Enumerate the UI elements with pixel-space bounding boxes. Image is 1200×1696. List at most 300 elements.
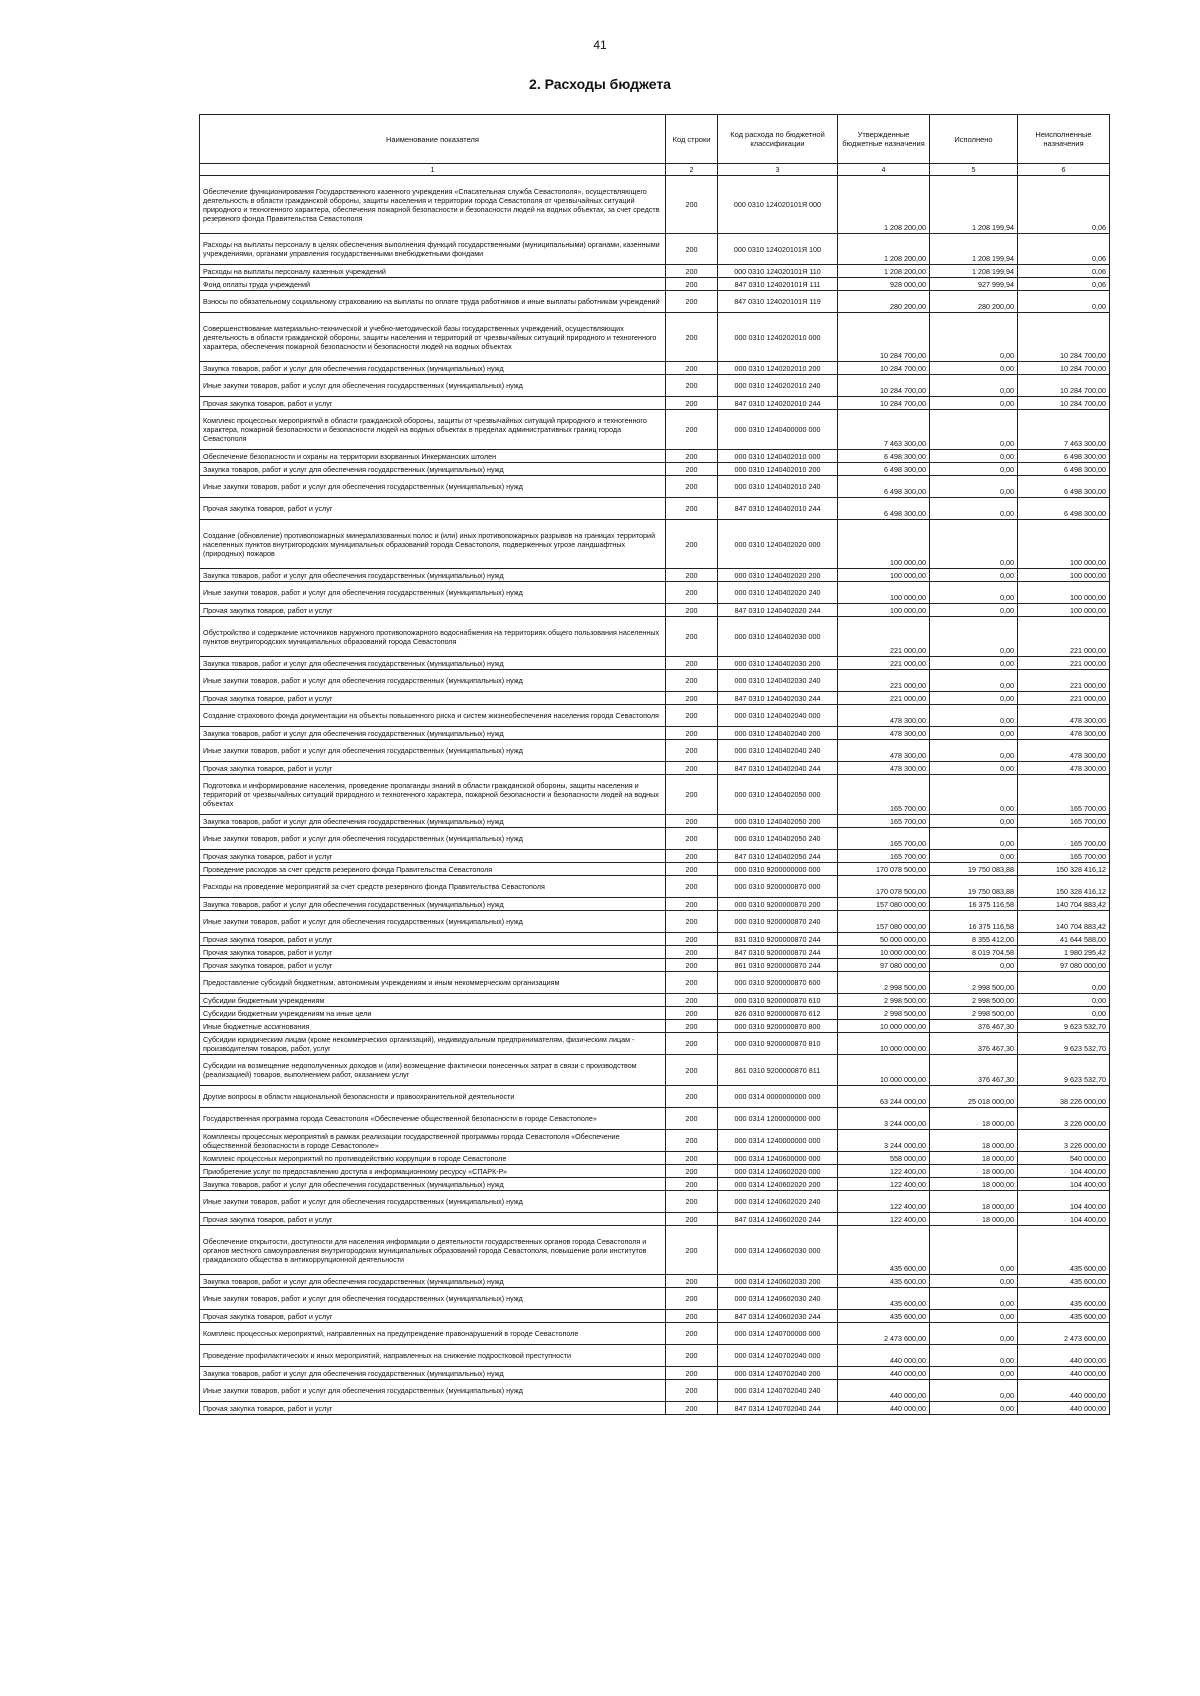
table-row <box>200 828 1110 850</box>
table-row <box>200 1345 1110 1367</box>
row-executed: 0,00 <box>930 604 1018 617</box>
row-unexecuted: 435 600,00 <box>1018 1275 1110 1288</box>
row-classification-code: 847 0310 1240402050 244 <box>718 850 838 863</box>
row-executed: 16 375 116,58 <box>930 898 1018 911</box>
row-unexecuted: 435 600,00 <box>1018 1226 1110 1275</box>
row-name: Субсидии юридическим лицам (кроме некоммерческих организаций), индивидуальным предпринимателям, физическим лицам - производителям товаров, работ, услуг <box>200 1033 666 1055</box>
row-unexecuted: 0,00 <box>1018 994 1110 1007</box>
row-classification-code: 000 0314 1240602030 240 <box>718 1288 838 1310</box>
row-approved: 3 244 000,00 <box>838 1108 930 1130</box>
row-approved: 6 498 300,00 <box>838 450 930 463</box>
row-executed: 376 467,30 <box>930 1020 1018 1033</box>
row-classification-code: 000 0310 1240202010 200 <box>718 362 838 375</box>
row-unexecuted: 540 000,00 <box>1018 1152 1110 1165</box>
row-executed: 0,00 <box>930 1380 1018 1402</box>
table-row <box>200 946 1110 959</box>
row-name: Иные закупки товаров, работ и услуг для обеспечения государственных (муниципальных) нужд <box>200 670 666 692</box>
row-approved: 97 080 000,00 <box>838 959 930 972</box>
row-line-code: 200 <box>666 291 718 313</box>
row-line-code: 200 <box>666 1033 718 1055</box>
row-classification-code: 000 0310 1240402020 000 <box>718 520 838 569</box>
row-classification-code: 847 0310 1240202010 244 <box>718 397 838 410</box>
row-name: Прочая закупка товаров, работ и услуг <box>200 692 666 705</box>
row-line-code: 200 <box>666 775 718 815</box>
row-line-code: 200 <box>666 375 718 397</box>
row-approved: 6 498 300,00 <box>838 476 930 498</box>
row-approved: 122 400,00 <box>838 1165 930 1178</box>
row-classification-code: 000 0310 1240402030 000 <box>718 617 838 657</box>
row-name: Иные закупки товаров, работ и услуг для обеспечения государственных (муниципальных) нужд <box>200 911 666 933</box>
row-name: Иные закупки товаров, работ и услуг для обеспечения государственных (муниципальных) нужд <box>200 1191 666 1213</box>
row-classification-code: 000 0314 1240602020 000 <box>718 1165 838 1178</box>
row-name: Прочая закупка товаров, работ и услуг <box>200 933 666 946</box>
table-row <box>200 397 1110 410</box>
row-executed: 2 998 500,00 <box>930 972 1018 994</box>
row-line-code: 200 <box>666 476 718 498</box>
row-unexecuted: 100 000,00 <box>1018 582 1110 604</box>
table-row <box>200 1288 1110 1310</box>
column-number-row <box>200 164 1110 176</box>
row-unexecuted: 440 000,00 <box>1018 1380 1110 1402</box>
table-row <box>200 1402 1110 1415</box>
row-approved: 100 000,00 <box>838 520 930 569</box>
row-name: Закупка товаров, работ и услуг для обеспечения государственных (муниципальных) нужд <box>200 463 666 476</box>
table-row <box>200 1323 1110 1345</box>
row-name: Расходы на проведение мероприятий за счет средств резервного фонда Правительства Севастополя <box>200 876 666 898</box>
row-classification-code: 000 0314 1240702040 000 <box>718 1345 838 1367</box>
row-unexecuted: 435 600,00 <box>1018 1310 1110 1323</box>
row-unexecuted: 221 000,00 <box>1018 692 1110 705</box>
row-executed: 0,00 <box>930 1310 1018 1323</box>
table-row <box>200 604 1110 617</box>
row-name: Комплекс процессных мероприятий по противодействию коррупции в городе Севастополе <box>200 1152 666 1165</box>
row-classification-code: 000 0310 9200000870 200 <box>718 898 838 911</box>
row-approved: 478 300,00 <box>838 705 930 727</box>
row-executed: 0,00 <box>930 362 1018 375</box>
row-executed: 1 208 199,94 <box>930 176 1018 234</box>
row-executed: 0,00 <box>930 692 1018 705</box>
row-classification-code: 000 0314 1240602020 240 <box>718 1191 838 1213</box>
row-unexecuted: 100 000,00 <box>1018 604 1110 617</box>
table-row <box>200 1191 1110 1213</box>
row-executed: 0,00 <box>930 397 1018 410</box>
table-row <box>200 850 1110 863</box>
row-approved: 478 300,00 <box>838 762 930 775</box>
row-classification-code: 000 0310 1240402040 240 <box>718 740 838 762</box>
table-row <box>200 1020 1110 1033</box>
table-row <box>200 1380 1110 1402</box>
row-unexecuted: 6 498 300,00 <box>1018 450 1110 463</box>
row-name: Закупка товаров, работ и услуг для обеспечения государственных (муниципальных) нужд <box>200 1275 666 1288</box>
row-classification-code: 000 0310 1240402030 200 <box>718 657 838 670</box>
row-name: Прочая закупка товаров, работ и услуг <box>200 397 666 410</box>
row-executed: 0,00 <box>930 582 1018 604</box>
row-line-code: 200 <box>666 946 718 959</box>
table-row <box>200 1165 1110 1178</box>
table-row <box>200 911 1110 933</box>
header-unexecuted: Неисполненные назначения <box>1018 115 1110 164</box>
header-classification-code: Код расхода по бюджетной классификации <box>718 115 838 164</box>
row-classification-code: 847 0310 124020101Я 119 <box>718 291 838 313</box>
row-executed: 0,00 <box>930 375 1018 397</box>
row-approved: 478 300,00 <box>838 727 930 740</box>
row-line-code: 200 <box>666 1086 718 1108</box>
row-unexecuted: 165 700,00 <box>1018 775 1110 815</box>
row-classification-code: 000 0310 1240202010 000 <box>718 313 838 362</box>
row-executed: 0,00 <box>930 727 1018 740</box>
row-line-code: 200 <box>666 1345 718 1367</box>
row-classification-code: 000 0310 9200000000 000 <box>718 863 838 876</box>
row-classification-code: 847 0310 1240402010 244 <box>718 498 838 520</box>
row-name: Закупка товаров, работ и услуг для обеспечения государственных (муниципальных) нужд <box>200 815 666 828</box>
row-classification-code: 861 0310 9200000870 811 <box>718 1055 838 1086</box>
row-executed: 0,00 <box>930 410 1018 450</box>
row-approved: 165 700,00 <box>838 828 930 850</box>
row-line-code: 200 <box>666 582 718 604</box>
row-approved: 100 000,00 <box>838 604 930 617</box>
row-executed: 0,00 <box>930 850 1018 863</box>
table-row <box>200 234 1110 265</box>
row-approved: 435 600,00 <box>838 1288 930 1310</box>
row-executed: 0,00 <box>930 520 1018 569</box>
row-name: Предоставление субсидий бюджетным, автономным учреждениям и иным некоммерческим организациям <box>200 972 666 994</box>
table-row <box>200 582 1110 604</box>
table-header-row <box>200 115 1110 164</box>
row-executed: 0,00 <box>930 1275 1018 1288</box>
row-unexecuted: 100 000,00 <box>1018 520 1110 569</box>
table-row <box>200 727 1110 740</box>
row-line-code: 200 <box>666 463 718 476</box>
row-name: Закупка товаров, работ и услуг для обеспечения государственных (муниципальных) нужд <box>200 898 666 911</box>
row-classification-code: 000 0310 1240202010 240 <box>718 375 838 397</box>
row-approved: 10 284 700,00 <box>838 313 930 362</box>
table-row <box>200 410 1110 450</box>
row-approved: 165 700,00 <box>838 775 930 815</box>
table-row <box>200 1178 1110 1191</box>
row-executed: 0,00 <box>930 463 1018 476</box>
row-unexecuted: 140 704 883,42 <box>1018 911 1110 933</box>
row-line-code: 200 <box>666 727 718 740</box>
table-row <box>200 375 1110 397</box>
row-approved: 63 244 000,00 <box>838 1086 930 1108</box>
row-unexecuted: 150 328 416,12 <box>1018 876 1110 898</box>
table-row <box>200 1086 1110 1108</box>
table-row <box>200 876 1110 898</box>
header-line-code: Код строки <box>666 115 718 164</box>
table-row <box>200 291 1110 313</box>
row-line-code: 200 <box>666 278 718 291</box>
row-name: Прочая закупка товаров, работ и услуг <box>200 498 666 520</box>
column-number: 6 <box>1018 164 1110 176</box>
row-classification-code: 826 0310 9200000870 612 <box>718 1007 838 1020</box>
row-executed: 18 000,00 <box>930 1108 1018 1130</box>
row-executed: 0,00 <box>930 657 1018 670</box>
row-classification-code: 000 0310 1240402010 000 <box>718 450 838 463</box>
table-row <box>200 933 1110 946</box>
row-line-code: 200 <box>666 1007 718 1020</box>
row-name: Закупка товаров, работ и услуг для обеспечения государственных (муниципальных) нужд <box>200 727 666 740</box>
row-name: Фонд оплаты труда учреждений <box>200 278 666 291</box>
row-classification-code: 000 0314 1240600000 000 <box>718 1152 838 1165</box>
row-approved: 558 000,00 <box>838 1152 930 1165</box>
row-approved: 440 000,00 <box>838 1345 930 1367</box>
row-classification-code: 000 0310 1240400000 000 <box>718 410 838 450</box>
row-unexecuted: 478 300,00 <box>1018 762 1110 775</box>
row-classification-code: 000 0314 1240702040 240 <box>718 1380 838 1402</box>
row-line-code: 200 <box>666 1130 718 1152</box>
row-line-code: 200 <box>666 1380 718 1402</box>
row-name: Закупка товаров, работ и услуг для обеспечения государственных (муниципальных) нужд <box>200 1178 666 1191</box>
row-classification-code: 000 0310 124020101Я 110 <box>718 265 838 278</box>
row-approved: 10 000 000,00 <box>838 1033 930 1055</box>
row-approved: 165 700,00 <box>838 850 930 863</box>
row-unexecuted: 0,06 <box>1018 234 1110 265</box>
row-classification-code: 000 0314 1240602020 200 <box>718 1178 838 1191</box>
row-name: Иные бюджетные ассигнования <box>200 1020 666 1033</box>
header-approved: Утвержденные бюджетные назначения <box>838 115 930 164</box>
row-executed: 0,00 <box>930 828 1018 850</box>
row-classification-code: 000 0314 1240602030 200 <box>718 1275 838 1288</box>
row-line-code: 200 <box>666 863 718 876</box>
table-row <box>200 1055 1110 1086</box>
row-classification-code: 000 0310 1240402050 000 <box>718 775 838 815</box>
row-unexecuted: 9 623 532,70 <box>1018 1020 1110 1033</box>
row-executed: 0,00 <box>930 1367 1018 1380</box>
row-classification-code: 847 0310 1240402040 244 <box>718 762 838 775</box>
row-line-code: 200 <box>666 520 718 569</box>
row-classification-code: 000 0310 9200000870 600 <box>718 972 838 994</box>
row-name: Комплекс процессных мероприятий в области гражданской обороны, защиты от чрезвычайных ситуаций природного и техногенного характера, пожарной безопасности и безопасности людей на водных объектах в пределах административных границ города Севастополя <box>200 410 666 450</box>
row-line-code: 200 <box>666 898 718 911</box>
row-classification-code: 000 0314 1240702040 200 <box>718 1367 838 1380</box>
row-line-code: 200 <box>666 972 718 994</box>
row-line-code: 200 <box>666 1323 718 1345</box>
row-classification-code: 000 0310 1240402030 240 <box>718 670 838 692</box>
table-row <box>200 463 1110 476</box>
row-name: Закупка товаров, работ и услуг для обеспечения государственных (муниципальных) нужд <box>200 1367 666 1380</box>
table-row <box>200 775 1110 815</box>
row-line-code: 200 <box>666 933 718 946</box>
row-approved: 157 080 000,00 <box>838 898 930 911</box>
row-name: Прочая закупка товаров, работ и услуг <box>200 946 666 959</box>
table-row <box>200 1033 1110 1055</box>
table-row <box>200 863 1110 876</box>
row-name: Комплексы процессных мероприятий в рамках реализации государственной программы города Севастополя «Обеспечение общественной безопасности в городе Севастополе» <box>200 1130 666 1152</box>
row-unexecuted: 0,00 <box>1018 972 1110 994</box>
row-classification-code: 847 0310 1240402020 244 <box>718 604 838 617</box>
row-executed: 0,00 <box>930 775 1018 815</box>
table-row <box>200 1007 1110 1020</box>
row-line-code: 200 <box>666 410 718 450</box>
row-line-code: 200 <box>666 1178 718 1191</box>
row-approved: 1 208 200,00 <box>838 176 930 234</box>
header-indicator-name: Наименование показателя <box>200 115 666 164</box>
row-executed: 0,00 <box>930 740 1018 762</box>
row-approved: 170 078 500,00 <box>838 863 930 876</box>
table-row <box>200 1226 1110 1275</box>
row-executed: 0,00 <box>930 450 1018 463</box>
row-executed: 8 355 412,00 <box>930 933 1018 946</box>
row-approved: 1 208 200,00 <box>838 265 930 278</box>
table-body <box>200 176 1110 1415</box>
row-executed: 0,00 <box>930 815 1018 828</box>
row-classification-code: 000 0310 1240402020 200 <box>718 569 838 582</box>
row-name: Прочая закупка товаров, работ и услуг <box>200 762 666 775</box>
row-approved: 221 000,00 <box>838 670 930 692</box>
row-unexecuted: 10 284 700,00 <box>1018 362 1110 375</box>
row-approved: 170 078 500,00 <box>838 876 930 898</box>
row-name: Субсидии на возмещение недополученных доходов и (или) возмещение фактически понесенных затрат в связи с производством (реализацией) товаров, выполнением работ, оказанием услуг <box>200 1055 666 1086</box>
row-unexecuted: 10 284 700,00 <box>1018 397 1110 410</box>
row-unexecuted: 0,00 <box>1018 1007 1110 1020</box>
row-unexecuted: 478 300,00 <box>1018 705 1110 727</box>
row-line-code: 200 <box>666 1213 718 1226</box>
row-approved: 435 600,00 <box>838 1310 930 1323</box>
row-classification-code: 000 0314 1200000000 000 <box>718 1108 838 1130</box>
table-row <box>200 520 1110 569</box>
row-classification-code: 847 0314 1240602020 244 <box>718 1213 838 1226</box>
column-number: 5 <box>930 164 1018 176</box>
row-unexecuted: 140 704 883,42 <box>1018 898 1110 911</box>
row-approved: 3 244 000,00 <box>838 1130 930 1152</box>
row-unexecuted: 104 400,00 <box>1018 1213 1110 1226</box>
column-number: 4 <box>838 164 930 176</box>
row-approved: 100 000,00 <box>838 569 930 582</box>
row-line-code: 200 <box>666 670 718 692</box>
row-executed: 18 000,00 <box>930 1191 1018 1213</box>
row-name: Закупка товаров, работ и услуг для обеспечения государственных (муниципальных) нужд <box>200 362 666 375</box>
row-name: Прочая закупка товаров, работ и услуг <box>200 1213 666 1226</box>
row-line-code: 200 <box>666 1310 718 1323</box>
row-approved: 435 600,00 <box>838 1226 930 1275</box>
table-row <box>200 740 1110 762</box>
row-unexecuted: 165 700,00 <box>1018 828 1110 850</box>
row-classification-code: 000 0310 124020101Я 000 <box>718 176 838 234</box>
row-unexecuted: 38 226 000,00 <box>1018 1086 1110 1108</box>
row-executed: 0,00 <box>930 313 1018 362</box>
row-executed: 280 200,00 <box>930 291 1018 313</box>
row-line-code: 200 <box>666 959 718 972</box>
row-classification-code: 000 0310 1240402050 200 <box>718 815 838 828</box>
row-classification-code: 000 0310 1240402050 240 <box>718 828 838 850</box>
row-name: Расходы на выплаты персоналу казенных учреждений <box>200 265 666 278</box>
row-executed: 0,00 <box>930 670 1018 692</box>
table-row <box>200 476 1110 498</box>
row-approved: 122 400,00 <box>838 1191 930 1213</box>
table-row <box>200 670 1110 692</box>
row-executed: 19 750 083,88 <box>930 876 1018 898</box>
row-approved: 221 000,00 <box>838 657 930 670</box>
row-line-code: 200 <box>666 362 718 375</box>
row-unexecuted: 478 300,00 <box>1018 740 1110 762</box>
row-line-code: 200 <box>666 265 718 278</box>
row-unexecuted: 6 498 300,00 <box>1018 476 1110 498</box>
row-executed: 16 375 116,58 <box>930 911 1018 933</box>
table-row <box>200 362 1110 375</box>
row-line-code: 200 <box>666 313 718 362</box>
table-row <box>200 313 1110 362</box>
table-row <box>200 815 1110 828</box>
page-number: 41 <box>593 38 607 52</box>
row-executed: 19 750 083,88 <box>930 863 1018 876</box>
table-row <box>200 1108 1110 1130</box>
row-executed: 0,00 <box>930 498 1018 520</box>
row-name: Иные закупки товаров, работ и услуг для обеспечения государственных (муниципальных) нужд <box>200 1288 666 1310</box>
row-approved: 122 400,00 <box>838 1213 930 1226</box>
row-line-code: 200 <box>666 1288 718 1310</box>
row-unexecuted: 0,06 <box>1018 278 1110 291</box>
row-executed: 8 019 704,58 <box>930 946 1018 959</box>
row-approved: 10 284 700,00 <box>838 362 930 375</box>
row-line-code: 200 <box>666 1402 718 1415</box>
row-classification-code: 000 0310 9200000870 810 <box>718 1033 838 1055</box>
row-executed: 25 018 000,00 <box>930 1086 1018 1108</box>
row-name: Комплекс процессных мероприятий, направленных на предупреждение правонарушений в городе Севастополе <box>200 1323 666 1345</box>
row-line-code: 200 <box>666 911 718 933</box>
row-line-code: 200 <box>666 1165 718 1178</box>
row-line-code: 200 <box>666 657 718 670</box>
row-name: Обеспечение безопасности и охраны на территории взорванных Инкерманских штолен <box>200 450 666 463</box>
row-unexecuted: 150 328 416,12 <box>1018 863 1110 876</box>
row-line-code: 200 <box>666 1226 718 1275</box>
row-unexecuted: 97 080 000,00 <box>1018 959 1110 972</box>
row-approved: 221 000,00 <box>838 617 930 657</box>
row-classification-code: 000 0314 1240700000 000 <box>718 1323 838 1345</box>
row-line-code: 200 <box>666 450 718 463</box>
row-unexecuted: 221 000,00 <box>1018 657 1110 670</box>
row-line-code: 200 <box>666 1367 718 1380</box>
row-line-code: 200 <box>666 1152 718 1165</box>
table-row <box>200 498 1110 520</box>
row-line-code: 200 <box>666 815 718 828</box>
row-approved: 10 284 700,00 <box>838 397 930 410</box>
header-executed: Исполнено <box>930 115 1018 164</box>
row-classification-code: 000 0310 1240402040 000 <box>718 705 838 727</box>
row-executed: 18 000,00 <box>930 1152 1018 1165</box>
row-executed: 0,00 <box>930 1323 1018 1345</box>
row-approved: 280 200,00 <box>838 291 930 313</box>
row-unexecuted: 100 000,00 <box>1018 569 1110 582</box>
row-name: Проведение профилактических и иных мероприятий, направленных на снижение подростковой преступности <box>200 1345 666 1367</box>
row-name: Иные закупки товаров, работ и услуг для обеспечения государственных (муниципальных) нужд <box>200 740 666 762</box>
row-line-code: 200 <box>666 828 718 850</box>
row-line-code: 200 <box>666 762 718 775</box>
row-line-code: 200 <box>666 1108 718 1130</box>
row-classification-code: 000 0314 1240602030 000 <box>718 1226 838 1275</box>
row-line-code: 200 <box>666 617 718 657</box>
row-name: Иные закупки товаров, работ и услуг для обеспечения государственных (муниципальных) нужд <box>200 476 666 498</box>
row-unexecuted: 0,00 <box>1018 291 1110 313</box>
row-classification-code: 000 0310 9200000870 000 <box>718 876 838 898</box>
row-unexecuted: 165 700,00 <box>1018 815 1110 828</box>
row-unexecuted: 104 400,00 <box>1018 1165 1110 1178</box>
row-approved: 50 000 000,00 <box>838 933 930 946</box>
row-unexecuted: 9 623 532,70 <box>1018 1033 1110 1055</box>
row-approved: 100 000,00 <box>838 582 930 604</box>
row-executed: 376 467,30 <box>930 1055 1018 1086</box>
table-row <box>200 657 1110 670</box>
table-row <box>200 1275 1110 1288</box>
row-line-code: 200 <box>666 1055 718 1086</box>
row-name: Обеспечение функционирования Государственного казенного учреждения «Спасательная служба Севастополя», осуществляющего деятельность в области гражданской обороны, защиты населения и территории города Севастополя от чрезвычайных ситуаций природного и техногенного характера, обеспечения пожарной безопасности и безопасности людей на водных объектах, за счет средств резервного фонда Правительства Севастополя <box>200 176 666 234</box>
row-executed: 0,00 <box>930 762 1018 775</box>
row-line-code: 200 <box>666 176 718 234</box>
row-executed: 2 998 500,00 <box>930 994 1018 1007</box>
row-line-code: 200 <box>666 234 718 265</box>
table-row <box>200 265 1110 278</box>
table-row <box>200 1367 1110 1380</box>
row-unexecuted: 6 498 300,00 <box>1018 463 1110 476</box>
